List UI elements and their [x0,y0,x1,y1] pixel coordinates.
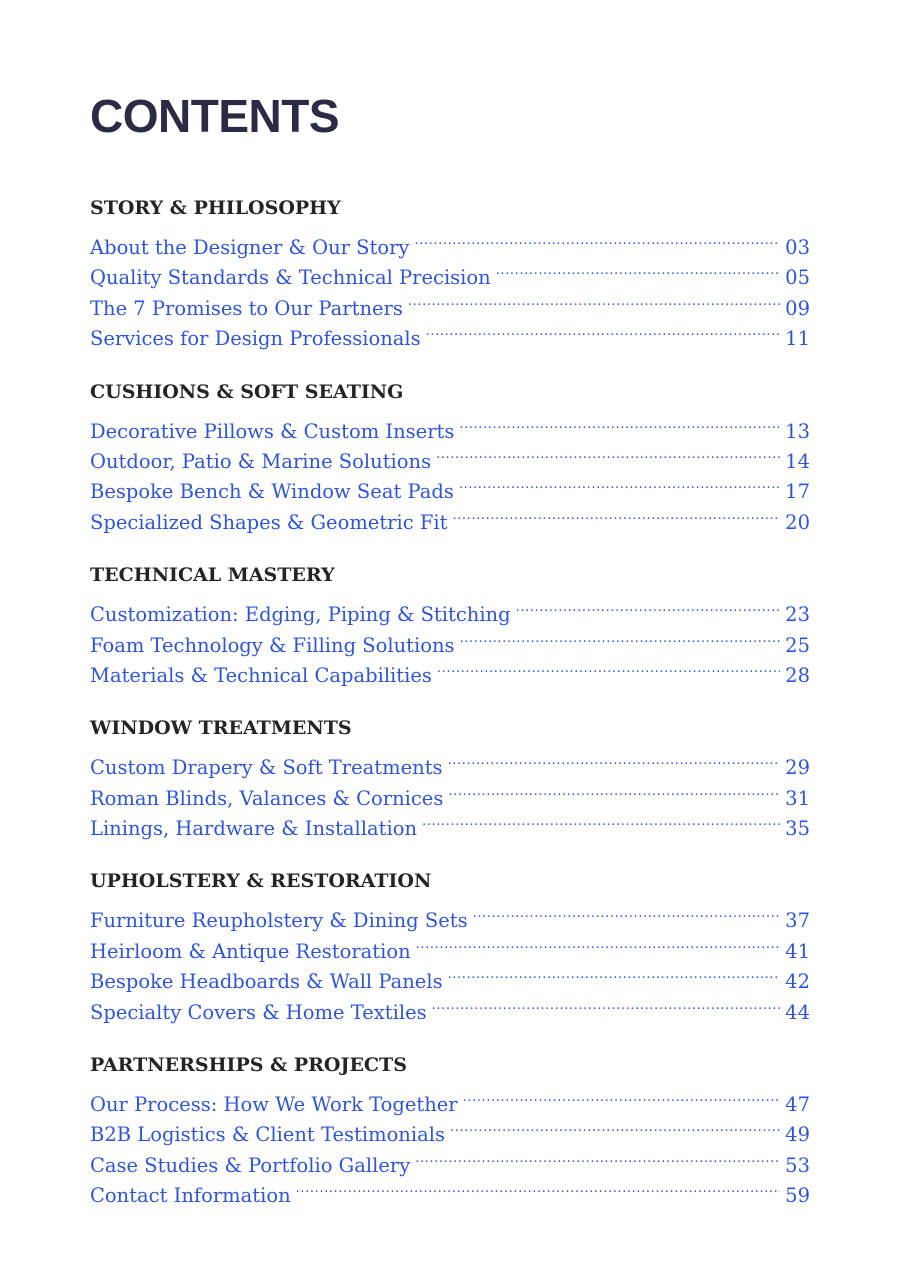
toc-entry-label: Roman Blinds, Valances & Cornices [90,786,444,810]
dot-leader [463,1081,781,1111]
section-heading: TECHNICAL MASTERY [90,564,335,587]
toc-section [90,865,810,1024]
toc-entry-page-number: 59 [785,1184,810,1208]
toc-entry-label: Our Process: How We Work Together [90,1093,458,1117]
dot-leader [460,622,781,652]
section-heading: UPHOLSTERY & RESTORATION [90,870,432,893]
dot-leader [437,652,780,682]
toc-entry-label: Specialized Shapes & Geometric Fit [90,510,448,534]
toc-entry-label: Customization: Edging, Piping & Stitching [90,603,511,627]
toc-entry-page-number: 13 [785,419,810,443]
toc-entry-label: Bespoke Bench & Window Seat Pads [90,480,454,504]
toc-entry-link[interactable] [90,897,810,933]
toc-entry-page-number: 25 [785,633,810,657]
dot-leader [450,1111,780,1141]
toc-entry-label: Decorative Pillows & Custom Inserts [90,419,455,443]
table-of-contents [90,192,810,1233]
toc-entry-page-number: 17 [785,480,810,504]
toc-entry-link[interactable] [90,1081,810,1117]
dot-leader [414,224,780,254]
toc-entry-label: Specialty Covers & Home Textiles [90,1000,427,1024]
dot-leader [415,1142,780,1172]
toc-entry-label: Bespoke Headboards & Wall Panels [90,970,443,994]
toc-entry-label: Heirloom & Antique Restoration [90,939,411,963]
dot-leader [516,591,781,621]
toc-entry-page-number: 28 [785,663,810,687]
toc-entry-link[interactable] [90,408,810,443]
dot-leader [416,928,780,958]
dot-leader [459,408,780,438]
dot-leader [422,805,780,835]
dot-leader [436,438,780,468]
toc-entry-label: Services for Design Professionals [90,327,421,351]
toc-entry-link[interactable] [90,744,810,780]
dot-leader [496,254,780,284]
dot-leader [459,468,780,498]
toc-entry-label: Custom Drapery & Soft Treatments [90,756,443,780]
toc-entry-page-number: 44 [785,1000,810,1024]
toc-entry-label: The 7 Promises to Our Partners [90,296,403,320]
toc-entry-label: B2B Logistics & Client Testimonials [90,1123,445,1147]
toc-entry-label: Materials & Technical Capabilities [90,663,432,687]
toc-entry-page-number: 14 [785,449,810,473]
toc-entry-page-number: 29 [785,756,810,780]
toc-entry-page-number: 11 [785,327,810,351]
dot-leader [432,989,781,1019]
toc-entry-page-number: 05 [785,266,810,290]
toc-entry-page-number: 31 [785,786,810,810]
toc-entry-page-number: 42 [785,970,810,994]
dot-leader [448,775,780,805]
dot-leader [426,315,781,345]
toc-entry-page-number: 35 [785,817,810,841]
toc-entry-page-number: 20 [785,510,810,534]
toc-entry-page-number: 53 [785,1153,810,1177]
toc-entry-page-number: 23 [785,603,810,627]
toc-section [90,192,810,351]
dot-leader [452,499,780,529]
toc-entry-label: Furniture Reupholstery & Dining Sets [90,909,468,933]
toc-entry-link[interactable] [90,591,810,627]
toc-entry-page-number: 37 [785,909,810,933]
section-heading: PARTNERSHIPS & PROJECTS [90,1054,407,1077]
section-heading: CUSHIONS & SOFT SEATING [90,380,404,403]
dot-leader [473,897,781,927]
dot-leader [448,744,781,774]
toc-entry-label: About the Designer & Our Story [90,236,410,259]
toc-entry-page-number: 09 [785,296,810,320]
toc-section [90,376,810,534]
toc-entry-page-number: 03 [785,236,810,259]
toc-entry-page-number: 49 [785,1123,810,1147]
dot-leader [296,1172,781,1202]
toc-section [90,712,810,841]
toc-entry-label: Contact Information [90,1184,291,1208]
toc-section [90,559,810,687]
toc-entry-label: Linings, Hardware & Installation [90,817,417,841]
toc-entry-label: Foam Technology & Filling Solutions [90,633,455,657]
toc-entry-page-number: 41 [785,939,810,963]
section-heading: WINDOW TREATMENTS [90,717,352,740]
dot-leader [448,958,781,988]
toc-entry-label: Outdoor, Patio & Marine Solutions [90,449,432,473]
section-heading: STORY & PHILOSOPHY [90,197,341,219]
dot-leader [408,285,780,315]
toc-entry-link[interactable] [90,224,810,259]
page-title: CONTENTS [90,90,339,142]
toc-entry-page-number: 47 [785,1093,810,1117]
toc-entry-label: Quality Standards & Technical Precision [90,266,491,290]
toc-entry-label: Case Studies & Portfolio Gallery [90,1153,411,1177]
toc-section [90,1049,810,1208]
